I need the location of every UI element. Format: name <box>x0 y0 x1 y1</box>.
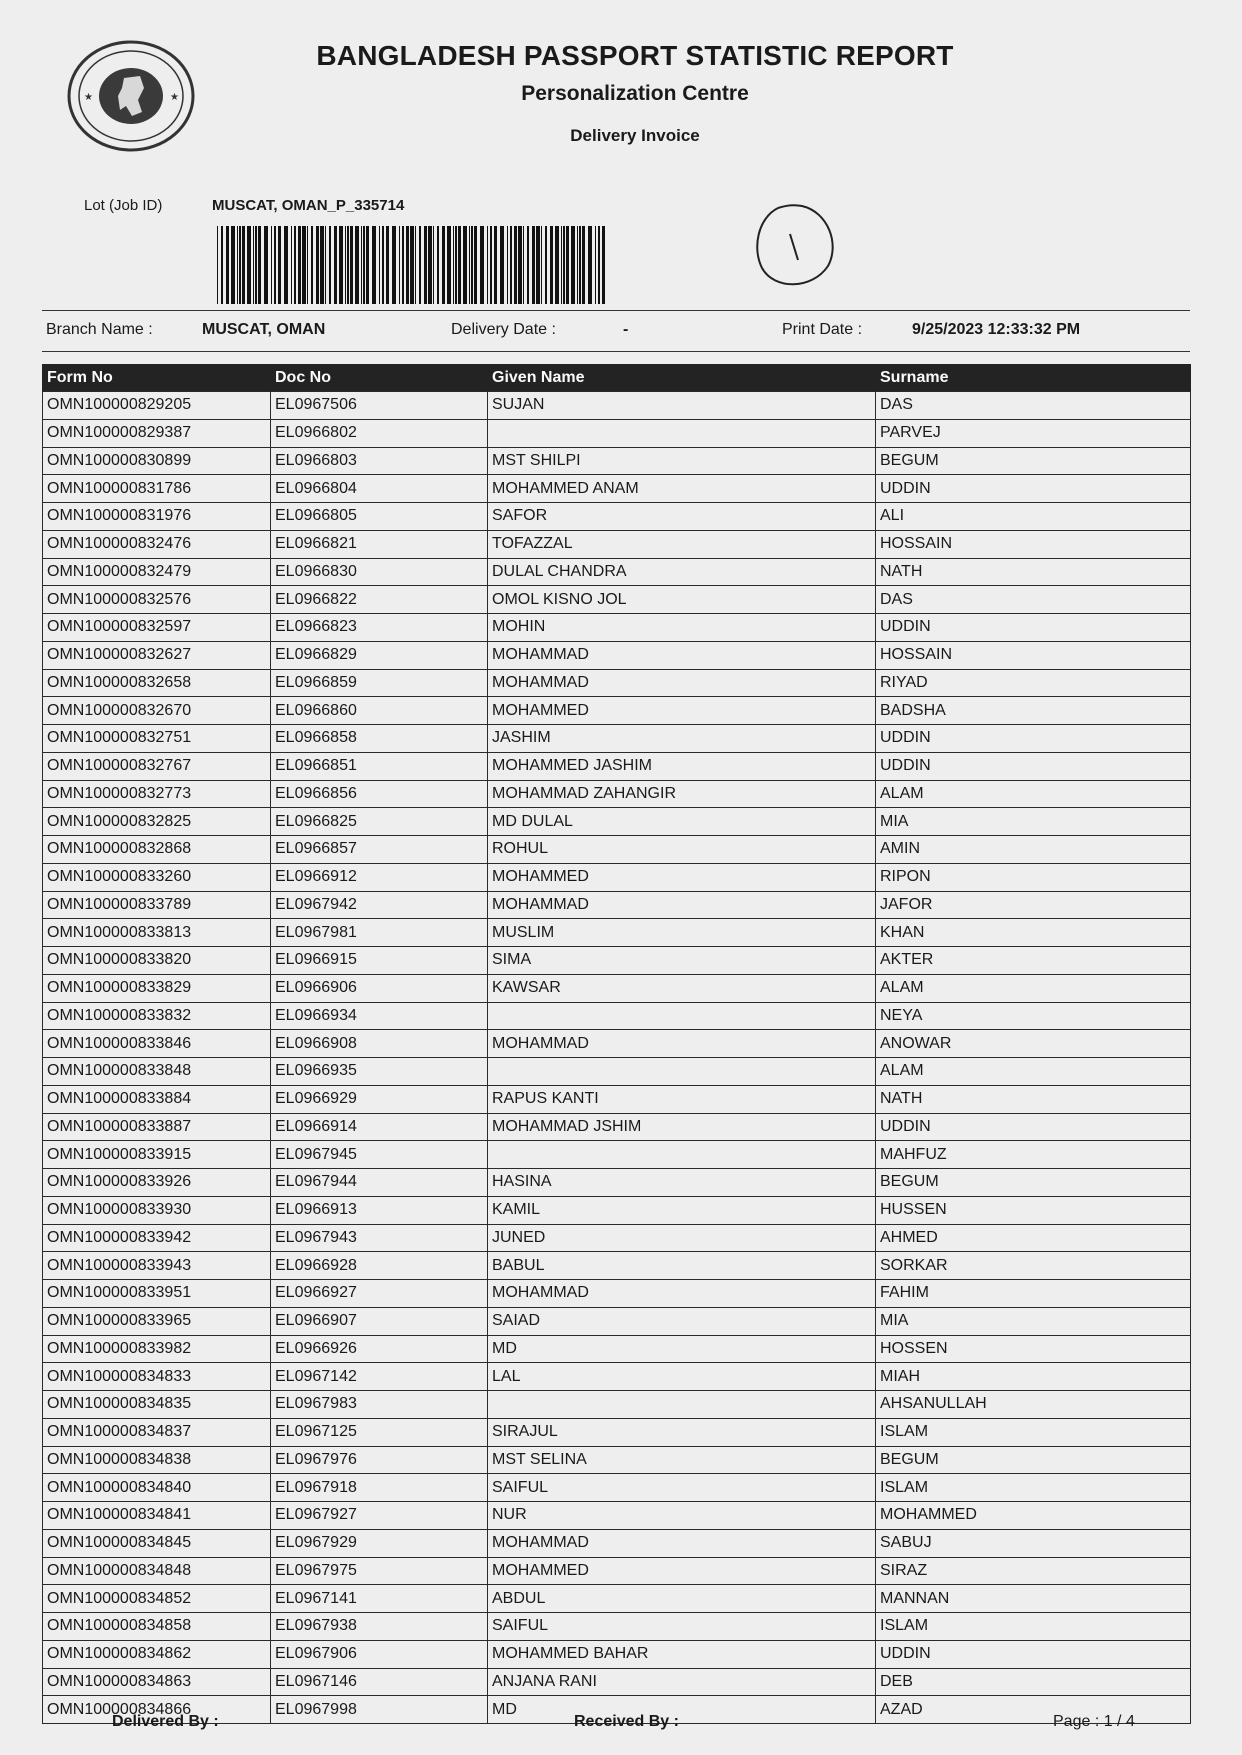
doc-no-cell: EL0967929 <box>271 1529 488 1557</box>
surname-cell: MIAH <box>876 1363 1191 1391</box>
form-no-cell: OMN100000833915 <box>43 1141 271 1169</box>
doc-no-cell: EL0966804 <box>271 475 488 503</box>
given-name-cell: SAIFUL <box>488 1613 876 1641</box>
form-no-cell: OMN100000834841 <box>43 1502 271 1530</box>
given-name-cell: HASINA <box>488 1169 876 1197</box>
table-row <box>43 919 1191 947</box>
surname-cell: HOSSAIN <box>876 530 1191 558</box>
given-name-cell: JASHIM <box>488 725 876 753</box>
doc-no-cell: EL0967938 <box>271 1613 488 1641</box>
table-row <box>43 1085 1191 1113</box>
surname-cell: ISLAM <box>876 1418 1191 1446</box>
table-row <box>43 392 1191 420</box>
doc-no-cell: EL0966823 <box>271 614 488 642</box>
doc-no-cell: EL0967983 <box>271 1391 488 1419</box>
column-header-form-no: Form No <box>43 364 271 392</box>
header-rule-top <box>42 310 1190 311</box>
table-row <box>43 1141 1191 1169</box>
surname-cell: ISLAM <box>876 1613 1191 1641</box>
surname-cell: BEGUM <box>876 1169 1191 1197</box>
doc-no-cell: EL0966912 <box>271 863 488 891</box>
form-no-cell: OMN100000832627 <box>43 641 271 669</box>
given-name-cell: MOHAMMED JASHIM <box>488 752 876 780</box>
table-row <box>43 1335 1191 1363</box>
surname-cell: NATH <box>876 1085 1191 1113</box>
form-no-cell: OMN100000834852 <box>43 1585 271 1613</box>
form-no-cell: OMN100000834862 <box>43 1640 271 1668</box>
svg-text:★: ★ <box>170 92 179 103</box>
form-no-cell: OMN100000832479 <box>43 558 271 586</box>
table-row <box>43 1640 1191 1668</box>
form-no-cell: OMN100000834840 <box>43 1474 271 1502</box>
doc-no-cell: EL0966915 <box>271 947 488 975</box>
given-name-cell: MUSLIM <box>488 919 876 947</box>
doc-no-cell: EL0966926 <box>271 1335 488 1363</box>
given-name-cell: ANJANA RANI <box>488 1668 876 1696</box>
doc-no-cell: EL0966929 <box>271 1085 488 1113</box>
surname-cell: MANNAN <box>876 1585 1191 1613</box>
given-name-cell: BABUL <box>488 1252 876 1280</box>
form-no-cell: OMN100000833813 <box>43 919 271 947</box>
doc-no-cell: EL0966913 <box>271 1196 488 1224</box>
given-name-cell: ABDUL <box>488 1585 876 1613</box>
form-no-cell: OMN100000832751 <box>43 725 271 753</box>
table-row <box>43 1196 1191 1224</box>
table-row <box>43 947 1191 975</box>
surname-cell: FAHIM <box>876 1280 1191 1308</box>
doc-no-cell: EL0966914 <box>271 1113 488 1141</box>
table-row <box>43 1363 1191 1391</box>
given-name-cell: MST SELINA <box>488 1446 876 1474</box>
table-row <box>43 1613 1191 1641</box>
form-no-cell: OMN100000831786 <box>43 475 271 503</box>
bangladesh-govt-seal-icon <box>62 38 200 154</box>
surname-cell: RIYAD <box>876 669 1191 697</box>
header-rule-bottom <box>42 351 1190 352</box>
doc-no-cell: EL0966825 <box>271 808 488 836</box>
surname-cell: UDDIN <box>876 614 1191 642</box>
doc-no-cell: EL0966928 <box>271 1252 488 1280</box>
table-row <box>43 780 1191 808</box>
given-name-cell: MOHAMMED <box>488 863 876 891</box>
surname-cell: SABUJ <box>876 1529 1191 1557</box>
doc-no-cell: EL0966829 <box>271 641 488 669</box>
page-number: Page : 1 / 4 <box>1053 1713 1135 1730</box>
form-no-cell: OMN100000832825 <box>43 808 271 836</box>
received-by-label: Received By : <box>574 1713 679 1730</box>
table-row <box>43 475 1191 503</box>
surname-cell: JAFOR <box>876 891 1191 919</box>
given-name-cell: MD <box>488 1335 876 1363</box>
given-name-cell <box>488 1002 876 1030</box>
report-subtitle: Personalization Centre <box>521 82 749 105</box>
surname-cell: AKTER <box>876 947 1191 975</box>
given-name-cell: KAWSAR <box>488 974 876 1002</box>
surname-cell: NATH <box>876 558 1191 586</box>
table-row <box>43 836 1191 864</box>
table-row <box>43 808 1191 836</box>
given-name-cell: MOHIN <box>488 614 876 642</box>
form-no-cell: OMN100000833943 <box>43 1252 271 1280</box>
document-type: Delivery Invoice <box>570 126 700 145</box>
branch-label: Branch Name : <box>46 321 153 338</box>
report-title: BANGLADESH PASSPORT STATISTIC REPORT <box>316 40 954 71</box>
doc-no-cell: EL0966822 <box>271 586 488 614</box>
table-row <box>43 1280 1191 1308</box>
table-row <box>43 1474 1191 1502</box>
surname-cell: MIA <box>876 808 1191 836</box>
form-no-cell: OMN100000834866 <box>43 1696 271 1724</box>
surname-cell: AHMED <box>876 1224 1191 1252</box>
given-name-cell: JUNED <box>488 1224 876 1252</box>
doc-no-cell: EL0966927 <box>271 1280 488 1308</box>
table-row <box>43 1252 1191 1280</box>
doc-no-cell: EL0967945 <box>271 1141 488 1169</box>
column-header-doc-no: Doc No <box>271 364 488 392</box>
form-no-cell: OMN100000833848 <box>43 1058 271 1086</box>
given-name-cell: MOHAMMAD <box>488 891 876 919</box>
form-no-cell: OMN100000833887 <box>43 1113 271 1141</box>
doc-no-cell: EL0967918 <box>271 1474 488 1502</box>
delivery-date-label: Delivery Date : <box>451 321 556 338</box>
form-no-cell: OMN100000834848 <box>43 1557 271 1585</box>
given-name-cell: MOHAMMAD <box>488 641 876 669</box>
form-no-cell: OMN100000832767 <box>43 752 271 780</box>
doc-no-cell: EL0966803 <box>271 447 488 475</box>
surname-cell: AHSANULLAH <box>876 1391 1191 1419</box>
surname-cell: ALAM <box>876 1058 1191 1086</box>
table-header-row <box>43 364 1191 392</box>
doc-no-cell: EL0967944 <box>271 1169 488 1197</box>
given-name-cell: MOHAMMAD <box>488 669 876 697</box>
doc-no-cell: EL0966802 <box>271 419 488 447</box>
table-row <box>43 1113 1191 1141</box>
surname-cell: ALAM <box>876 974 1191 1002</box>
table-row <box>43 1391 1191 1419</box>
form-no-cell: OMN100000834845 <box>43 1529 271 1557</box>
table-row <box>43 725 1191 753</box>
table-row <box>43 1058 1191 1086</box>
table-row <box>43 558 1191 586</box>
doc-no-cell: EL0967998 <box>271 1696 488 1724</box>
surname-cell: DAS <box>876 586 1191 614</box>
given-name-cell: RAPUS KANTI <box>488 1085 876 1113</box>
table-row <box>43 641 1191 669</box>
form-no-cell: OMN100000833926 <box>43 1169 271 1197</box>
surname-cell: BEGUM <box>876 447 1191 475</box>
form-no-cell: OMN100000829205 <box>43 392 271 420</box>
given-name-cell: MOHAMMED BAHAR <box>488 1640 876 1668</box>
surname-cell: RIPON <box>876 863 1191 891</box>
form-no-cell: OMN100000832476 <box>43 530 271 558</box>
doc-no-cell: EL0967142 <box>271 1363 488 1391</box>
doc-no-cell: EL0966805 <box>271 503 488 531</box>
table-row <box>43 1446 1191 1474</box>
given-name-cell: SAFOR <box>488 503 876 531</box>
print-date-value: 9/25/2023 12:33:32 PM <box>912 321 1081 338</box>
form-no-cell: OMN100000832597 <box>43 614 271 642</box>
doc-no-cell: EL0967975 <box>271 1557 488 1585</box>
table-row <box>43 1030 1191 1058</box>
doc-no-cell: EL0967506 <box>271 392 488 420</box>
given-name-cell: SUJAN <box>488 392 876 420</box>
surname-cell: BADSHA <box>876 697 1191 725</box>
surname-cell: AMIN <box>876 836 1191 864</box>
given-name-cell: MOHAMMAD <box>488 1529 876 1557</box>
doc-no-cell: EL0967927 <box>271 1502 488 1530</box>
surname-cell: BEGUM <box>876 1446 1191 1474</box>
given-name-cell: NUR <box>488 1502 876 1530</box>
form-no-cell: OMN100000832576 <box>43 586 271 614</box>
delivery-date-value: - <box>623 321 629 338</box>
print-date-label: Print Date : <box>782 321 863 338</box>
svg-text:★: ★ <box>84 92 93 103</box>
surname-cell: SORKAR <box>876 1252 1191 1280</box>
surname-cell: HOSSAIN <box>876 641 1191 669</box>
form-no-cell: OMN100000834858 <box>43 1613 271 1641</box>
doc-no-cell: EL0967981 <box>271 919 488 947</box>
surname-cell: AZAD <box>876 1696 1191 1724</box>
surname-cell: UDDIN <box>876 752 1191 780</box>
form-no-cell: OMN100000834833 <box>43 1363 271 1391</box>
form-no-cell: OMN100000833930 <box>43 1196 271 1224</box>
delivery-table <box>42 364 1191 1724</box>
table-row <box>43 1585 1191 1613</box>
form-no-cell: OMN100000833832 <box>43 1002 271 1030</box>
table-row <box>43 752 1191 780</box>
given-name-cell: MOHAMMED ANAM <box>488 475 876 503</box>
form-no-cell: OMN100000833884 <box>43 1085 271 1113</box>
doc-no-cell: EL0966857 <box>271 836 488 864</box>
form-no-cell: OMN100000832670 <box>43 697 271 725</box>
doc-no-cell: EL0966830 <box>271 558 488 586</box>
given-name-cell <box>488 1141 876 1169</box>
given-name-cell: MD DULAL <box>488 808 876 836</box>
given-name-cell: SIRAJUL <box>488 1418 876 1446</box>
given-name-cell: ROHUL <box>488 836 876 864</box>
table-row <box>43 447 1191 475</box>
given-name-cell: TOFAZZAL <box>488 530 876 558</box>
surname-cell: MOHAMMED <box>876 1502 1191 1530</box>
doc-no-cell: EL0967906 <box>271 1640 488 1668</box>
given-name-cell: MOHAMMAD JSHIM <box>488 1113 876 1141</box>
given-name-cell: MOHAMMAD ZAHANGIR <box>488 780 876 808</box>
table-row <box>43 1557 1191 1585</box>
surname-cell: UDDIN <box>876 725 1191 753</box>
doc-no-cell: EL0966860 <box>271 697 488 725</box>
surname-cell: ALAM <box>876 780 1191 808</box>
table-row <box>43 1418 1191 1446</box>
surname-cell: PARVEJ <box>876 419 1191 447</box>
table-row <box>43 1002 1191 1030</box>
column-header-surname: Surname <box>876 364 1191 392</box>
surname-cell: MIA <box>876 1307 1191 1335</box>
form-no-cell: OMN100000832868 <box>43 836 271 864</box>
table-row <box>43 974 1191 1002</box>
table-row <box>43 891 1191 919</box>
form-no-cell: OMN100000834838 <box>43 1446 271 1474</box>
given-name-cell <box>488 1391 876 1419</box>
form-no-cell: OMN100000833965 <box>43 1307 271 1335</box>
form-no-cell: OMN100000834863 <box>43 1668 271 1696</box>
table-row <box>43 614 1191 642</box>
surname-cell: ANOWAR <box>876 1030 1191 1058</box>
surname-cell: HOSSEN <box>876 1335 1191 1363</box>
given-name-cell: MOHAMMAD <box>488 1030 876 1058</box>
given-name-cell <box>488 419 876 447</box>
given-name-cell: MST SHILPI <box>488 447 876 475</box>
delivered-by-label: Delivered By : <box>112 1713 219 1730</box>
form-no-cell: OMN100000833846 <box>43 1030 271 1058</box>
given-name-cell <box>488 1058 876 1086</box>
given-name-cell: DULAL CHANDRA <box>488 558 876 586</box>
surname-cell: ISLAM <box>876 1474 1191 1502</box>
barcode-icon <box>217 226 607 304</box>
table-body <box>43 392 1191 1724</box>
surname-cell: KHAN <box>876 919 1191 947</box>
given-name-cell: SIMA <box>488 947 876 975</box>
lot-value: MUSCAT, OMAN_P_335714 <box>212 197 405 214</box>
doc-no-cell: EL0966859 <box>271 669 488 697</box>
doc-no-cell: EL0966856 <box>271 780 488 808</box>
form-no-cell: OMN100000831976 <box>43 503 271 531</box>
surname-cell: SIRAZ <box>876 1557 1191 1585</box>
form-no-cell: OMN100000833982 <box>43 1335 271 1363</box>
table-row <box>43 530 1191 558</box>
given-name-cell: SAIAD <box>488 1307 876 1335</box>
table-row <box>43 1224 1191 1252</box>
surname-cell: HUSSEN <box>876 1196 1191 1224</box>
branch-value: MUSCAT, OMAN <box>202 321 326 338</box>
doc-no-cell: EL0967943 <box>271 1224 488 1252</box>
doc-no-cell: EL0967942 <box>271 891 488 919</box>
table-row <box>43 1529 1191 1557</box>
doc-no-cell: EL0967976 <box>271 1446 488 1474</box>
table-row <box>43 669 1191 697</box>
form-no-cell: OMN100000833942 <box>43 1224 271 1252</box>
form-no-cell: OMN100000832773 <box>43 780 271 808</box>
surname-cell: DAS <box>876 392 1191 420</box>
form-no-cell: OMN100000830899 <box>43 447 271 475</box>
doc-no-cell: EL0966821 <box>271 530 488 558</box>
surname-cell: DEB <box>876 1668 1191 1696</box>
form-no-cell: OMN100000829387 <box>43 419 271 447</box>
doc-no-cell: EL0967141 <box>271 1585 488 1613</box>
surname-cell: UDDIN <box>876 1640 1191 1668</box>
lot-label: Lot (Job ID) <box>84 197 163 214</box>
form-no-cell: OMN100000833789 <box>43 891 271 919</box>
form-no-cell: OMN100000832658 <box>43 669 271 697</box>
form-no-cell: OMN100000834835 <box>43 1391 271 1419</box>
surname-cell: ALI <box>876 503 1191 531</box>
given-name-cell: MOHAMMAD <box>488 1280 876 1308</box>
form-no-cell: OMN100000834837 <box>43 1418 271 1446</box>
given-name-cell: KAMIL <box>488 1196 876 1224</box>
doc-no-cell: EL0966851 <box>271 752 488 780</box>
doc-no-cell: EL0967146 <box>271 1668 488 1696</box>
form-no-cell: OMN100000833829 <box>43 974 271 1002</box>
given-name-cell: MD <box>488 1696 876 1724</box>
given-name-cell: LAL <box>488 1363 876 1391</box>
surname-cell: UDDIN <box>876 475 1191 503</box>
doc-no-cell: EL0966858 <box>271 725 488 753</box>
table-row <box>43 503 1191 531</box>
table-row <box>43 1668 1191 1696</box>
table-row <box>43 1169 1191 1197</box>
table-row <box>43 863 1191 891</box>
given-name-cell: MOHAMMED <box>488 697 876 725</box>
form-no-cell: OMN100000833820 <box>43 947 271 975</box>
table-row <box>43 586 1191 614</box>
surname-cell: MAHFUZ <box>876 1141 1191 1169</box>
column-header-given-name: Given Name <box>488 364 876 392</box>
doc-no-cell: EL0966908 <box>271 1030 488 1058</box>
given-name-cell: SAIFUL <box>488 1474 876 1502</box>
surname-cell: NEYA <box>876 1002 1191 1030</box>
form-no-cell: OMN100000833260 <box>43 863 271 891</box>
form-no-cell: OMN100000833951 <box>43 1280 271 1308</box>
table-row <box>43 1307 1191 1335</box>
surname-cell: UDDIN <box>876 1113 1191 1141</box>
handwritten-mark <box>748 200 838 292</box>
given-name-cell: OMOL KISNO JOL <box>488 586 876 614</box>
table-row <box>43 419 1191 447</box>
doc-no-cell: EL0966935 <box>271 1058 488 1086</box>
doc-no-cell: EL0966906 <box>271 974 488 1002</box>
table-row <box>43 1502 1191 1530</box>
doc-no-cell: EL0967125 <box>271 1418 488 1446</box>
doc-no-cell: EL0966934 <box>271 1002 488 1030</box>
doc-no-cell: EL0966907 <box>271 1307 488 1335</box>
given-name-cell: MOHAMMED <box>488 1557 876 1585</box>
table-row <box>43 697 1191 725</box>
